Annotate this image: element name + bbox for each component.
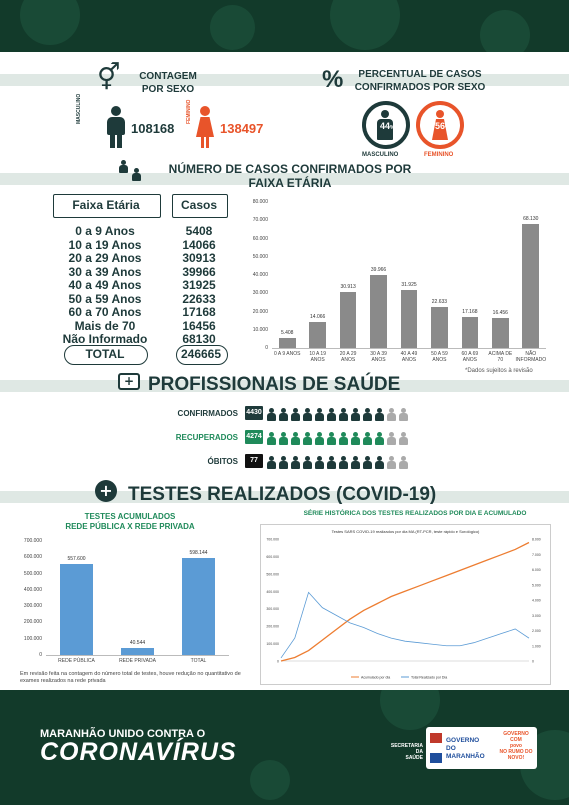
professionals-row-label: CONFIRMADOS <box>177 409 238 418</box>
person-icon <box>302 408 313 421</box>
person-icon <box>314 456 325 469</box>
data-note: *Dados sujeitos à revisão <box>465 368 533 374</box>
people-icon-row <box>266 406 410 425</box>
person-icon <box>290 432 301 445</box>
bar-value-label: 68.130 <box>523 215 539 222</box>
x-category-label: REDE PRIVADA <box>119 658 156 664</box>
bar-value-label: 40.544 <box>129 640 146 647</box>
person-icon <box>362 408 373 421</box>
female-count: 138497 <box>220 121 264 136</box>
age-range-label: Mais de 70 <box>74 318 136 333</box>
bar <box>492 318 509 348</box>
y-tick-label: 400.000 <box>23 586 42 593</box>
y-left-tick: 100.000 <box>266 642 279 647</box>
age-range-label: 30 a 39 Anos <box>68 264 142 279</box>
bar-value-label: 557.600 <box>67 556 86 563</box>
bar-value-label: 17.168 <box>462 308 478 315</box>
x-category-label: REDE PÚBLICA <box>58 658 95 664</box>
professionals-row-value: 4430 <box>245 406 263 420</box>
y-tick-label: 0 <box>265 345 268 351</box>
slogan-big: CORONAVÍRUS <box>40 738 237 766</box>
bar <box>60 564 94 655</box>
professionals-row-label: ÓBITOS <box>207 457 238 466</box>
legend-daily-label: Total Realizado por Dia <box>411 675 448 680</box>
person-icon <box>290 456 301 469</box>
person-icon <box>290 408 301 421</box>
person-icon <box>374 456 385 469</box>
y-right-tick: 6.000 <box>532 568 541 572</box>
bar-value-label: 16.456 <box>492 309 508 316</box>
family-icon <box>118 160 140 188</box>
x-category-label: 10 A 19 ANOS <box>309 351 326 363</box>
female-percent-label: FEMININO <box>424 152 454 158</box>
tests-acc-title: TESTES ACUMULADOS REDE PÚBLICA X REDE PRIVADA <box>65 512 195 531</box>
bar-value-label: 22.633 <box>431 298 448 305</box>
female-figure-icon <box>196 106 214 148</box>
tests-note: Em revisão feita na contagem do número total de testes, houve redução no quantitativo de exames realizados na rede privada <box>20 671 241 684</box>
bar <box>309 322 326 348</box>
person-icon <box>266 408 277 421</box>
bar-value-label: 39.966 <box>370 267 387 274</box>
x-category-label: TOTAL <box>190 658 207 664</box>
person-icon <box>350 408 361 421</box>
y-tick-label: 20.000 <box>252 308 268 315</box>
y-right-tick: 8.000 <box>532 537 541 542</box>
header-band <box>0 0 569 52</box>
male-count: 108168 <box>131 121 175 136</box>
professionals-row-value: 4274 <box>245 430 263 444</box>
bar <box>370 275 387 348</box>
y-tick-label: 50.000 <box>252 253 268 260</box>
age-case-count: 16456 <box>182 318 216 333</box>
professionals-row-label: RECUPERADOS <box>175 433 238 442</box>
table-header-cases-label: Casos <box>180 198 218 212</box>
badge-label: GOVERNO COM povo NO RUMO DO NOVO! <box>499 731 533 761</box>
people-icon-row <box>266 454 410 473</box>
medical-kit-icon: + <box>118 373 140 390</box>
professionals-title: PROFISSIONAIS DE SAÚDE <box>148 374 401 395</box>
person-icon <box>302 432 313 445</box>
person-icon <box>338 408 349 421</box>
y-right-tick: 3.000 <box>532 613 541 618</box>
bar <box>279 338 296 348</box>
test-icon: + <box>95 480 117 502</box>
age-case-count: 68130 <box>182 332 216 346</box>
y-right-tick: 4.000 <box>532 598 541 603</box>
person-icon <box>374 408 385 421</box>
table-header-age-label: Faixa Etária <box>72 198 140 212</box>
person-icon <box>398 456 409 469</box>
y-tick-label: 30.000 <box>252 290 268 297</box>
y-tick-label: 80.000 <box>252 199 268 205</box>
x-axis-line <box>46 655 229 656</box>
bar <box>431 307 448 348</box>
percent-title: PERCENTUAL DE CASOS CONFIRMADOS POR SEXO <box>354 69 486 93</box>
x-category-label: 0 A 9 ANOS <box>274 351 301 357</box>
bar <box>462 317 479 348</box>
series-daily-line <box>281 592 529 658</box>
age-case-count: 30913 <box>182 251 216 265</box>
gender-symbol-icon: ⚥ <box>97 63 121 93</box>
bar <box>522 224 539 348</box>
bar <box>121 648 155 655</box>
y-tick-label: 10.000 <box>252 326 268 333</box>
professionals-row-value: 77 <box>245 454 263 468</box>
y-tick-label: 500.000 <box>23 570 42 577</box>
tests-bar-chart <box>18 535 233 665</box>
person-icon <box>350 432 361 445</box>
x-category-label: 60 A 69 ANOS <box>461 351 479 363</box>
y-tick-label: 200.000 <box>23 619 42 626</box>
person-icon <box>398 408 409 421</box>
historic-line-chart <box>261 533 550 683</box>
bar-value-label: 30.913 <box>340 283 356 290</box>
maranhao-flag-icon <box>430 733 442 763</box>
x-category-label: 30 A 39 ANOS <box>370 351 387 363</box>
person-icon <box>278 432 289 445</box>
age-case-count: 14066 <box>182 237 216 252</box>
y-right-tick: 0 <box>532 659 534 664</box>
male-percent-label: MASCULINO <box>362 152 399 158</box>
slogan-top: MARANHÃO UNIDO CONTRA O <box>40 728 206 740</box>
age-title: NÚMERO DE CASOS CONFIRMADOS POR FAIXA ETÁRIA <box>168 162 412 190</box>
tests-title: TESTES REALIZADOS (COVID-19) <box>128 484 437 505</box>
historic-title: SÉRIE HISTÓRICA DOS TESTES REALIZADOS POR DIA E ACUMULADO <box>303 510 527 517</box>
secretaria-label: SECRETARIA DA SAÚDE <box>390 743 423 761</box>
total-value: 246665 <box>180 347 222 361</box>
bar-value-label: 5.408 <box>280 330 294 337</box>
age-range-label: 60 a 70 Anos <box>68 305 142 319</box>
age-case-count: 22633 <box>182 291 216 306</box>
y-tick-label: 40.000 <box>252 272 268 278</box>
x-category-label: 50 A 59 ANOS <box>431 351 448 363</box>
y-tick-label: 100.000 <box>23 635 42 642</box>
person-icon <box>386 408 397 421</box>
age-case-count: 5408 <box>185 224 213 238</box>
person-icon <box>398 432 409 445</box>
male-figure-icon <box>107 106 125 148</box>
age-range-label: 20 a 29 Anos <box>68 251 142 265</box>
age-range-label: 0 a 9 Anos <box>75 224 135 238</box>
person-icon <box>302 456 313 469</box>
person-icon <box>266 432 277 445</box>
person-icon <box>338 456 349 469</box>
male-percent-value: 44% <box>380 121 395 131</box>
person-icon <box>326 432 337 445</box>
bar <box>182 558 216 655</box>
x-category-label: 40 A 49 ANOS <box>400 351 418 363</box>
historic-chart-frame <box>260 524 551 685</box>
y-tick-label: 60.000 <box>252 235 268 242</box>
person-icon <box>326 408 337 421</box>
person-icon <box>386 456 397 469</box>
bar <box>340 292 357 348</box>
x-category-label: 20 A 29 ANOS <box>339 351 357 363</box>
age-range-label: Não Informado <box>62 332 148 346</box>
y-left-tick: 400.000 <box>266 589 279 594</box>
bar <box>401 290 418 348</box>
percent-icon: % <box>322 66 344 93</box>
people-icon-row <box>266 430 410 449</box>
y-left-tick: 500.000 <box>266 572 279 577</box>
age-bar-chart <box>250 196 550 364</box>
female-percent-value: 56% <box>435 121 450 131</box>
person-icon <box>278 456 289 469</box>
y-right-tick: 2.000 <box>532 629 541 633</box>
y-right-tick: 1.000 <box>532 644 541 649</box>
governo-label: GOVERNO DO MARANHÃO <box>446 737 485 760</box>
x-axis-line <box>272 348 546 349</box>
bar-value-label: 14.066 <box>310 314 326 321</box>
age-case-count: 31925 <box>182 278 216 292</box>
y-left-tick: 600.000 <box>266 554 279 559</box>
series-accumulated-line <box>281 542 529 661</box>
person-icon <box>386 432 397 445</box>
age-case-count: 39966 <box>182 264 216 279</box>
person-icon <box>374 432 385 445</box>
bar-value-label: 31.925 <box>401 281 417 288</box>
age-range-label: 50 a 59 Anos <box>68 291 142 306</box>
y-tick-label: 300.000 <box>23 603 42 610</box>
person-icon <box>362 432 373 445</box>
total-label: TOTAL <box>85 347 125 361</box>
person-icon <box>314 432 325 445</box>
age-range-label: 40 a 49 Anos <box>68 278 142 292</box>
y-tick-label: 700.000 <box>23 538 42 544</box>
legend-accumulated-label: Acumulado por dia <box>361 675 391 680</box>
y-tick-label: 0 <box>39 652 42 658</box>
person-icon <box>362 456 373 469</box>
historic-subtitle: Testes SARS COVID-19 realizados por dia MA (RT-PCR, teste rápido e Sorológico) <box>331 529 480 534</box>
bar-value-label: 598.144 <box>189 549 208 556</box>
person-icon <box>338 432 349 445</box>
y-right-tick: 5.000 <box>532 583 541 588</box>
y-left-tick: 700.000 <box>266 537 279 542</box>
age-range-label: 10 a 19 Anos <box>68 237 142 252</box>
y-left-tick: 300.000 <box>266 607 279 612</box>
y-tick-label: 70.000 <box>252 217 268 224</box>
male-label: MASCULINO <box>76 93 82 124</box>
x-category-label: NÃO INFORMADO <box>515 351 547 363</box>
person-icon <box>326 456 337 469</box>
person-icon <box>314 408 325 421</box>
y-left-tick: 0 <box>277 659 279 664</box>
female-label: FEMININO <box>186 99 192 124</box>
person-icon <box>350 456 361 469</box>
person-icon <box>278 408 289 421</box>
x-category-label: ACIMA DE 70 <box>488 351 513 363</box>
y-tick-label: 600.000 <box>23 554 42 561</box>
age-case-count: 17168 <box>182 305 216 319</box>
y-right-tick: 7.000 <box>532 552 541 557</box>
y-left-tick: 200.000 <box>266 624 279 629</box>
person-icon <box>266 456 277 469</box>
sex-count-title: CONTAGEM POR SEXO <box>139 71 197 95</box>
